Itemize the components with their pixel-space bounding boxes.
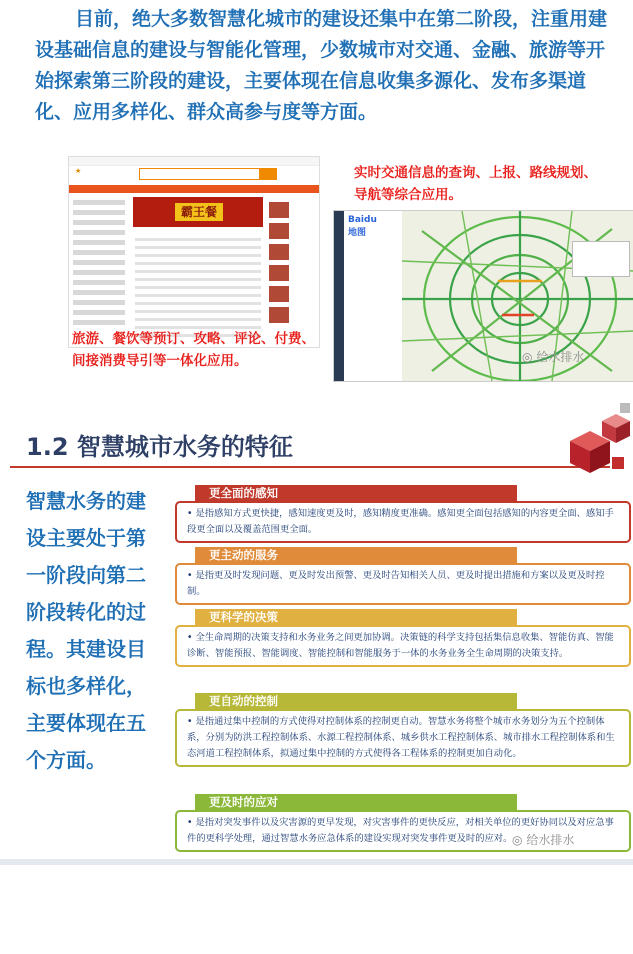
wechat-watermark-bottom xyxy=(512,831,574,848)
site-search-box xyxy=(139,168,261,180)
traffic-map xyxy=(402,211,633,381)
slide-smart-city-stages xyxy=(0,0,633,385)
decorative-cubes-icon xyxy=(560,401,633,481)
feature-card-decision xyxy=(175,609,631,667)
feature-card-title: 更全面的感知 xyxy=(195,485,517,501)
site-search-button xyxy=(259,168,277,180)
wechat-icon: ◎ xyxy=(522,350,533,364)
map-info-popup xyxy=(572,241,630,277)
intro-paragraph xyxy=(35,4,620,128)
feature-card-text: • 是指对突发事件以及灾害源的更早发现，对灾害事件的更快反应，对相关单位的更好协同以及对应急事件的更科学处理，通过智慧水务应急体系的建设实现对突发事件更及时的应对。 xyxy=(175,810,631,852)
site-topbar xyxy=(69,157,319,166)
feature-card-control xyxy=(175,693,631,767)
bottom-divider xyxy=(0,859,633,865)
title-underline xyxy=(10,466,610,468)
section-summary: 智慧水务的建设主要处于第一阶段向第二阶段转化的过程。其建设目标也多样化，主要体现在五个方面。 xyxy=(26,489,146,772)
promo-banner-text: 霸王餐 xyxy=(175,203,223,221)
caption-travel-line2: 间接消费导引等一体化应用。 xyxy=(72,353,248,369)
caption-traffic-line2: 导航等综合应用。 xyxy=(354,187,462,203)
map-left-rail xyxy=(334,211,344,381)
map-brand-logo: Baidu 地图 xyxy=(348,215,377,238)
site-listing-grid xyxy=(133,233,263,343)
feature-card-perception xyxy=(175,485,631,543)
watermark-label-top: 给水排水 xyxy=(536,350,585,364)
site-thumbnails xyxy=(267,197,315,337)
watermark-label-bottom: 给水排水 xyxy=(526,833,575,847)
wechat-icon: ◎ xyxy=(512,833,523,847)
feature-card-title: 更自动的控制 xyxy=(195,693,517,709)
feature-card-text: • 全生命周期的决策支持和水务业务之间更加协调。决策链的科学支持包括集信息收集、智能仿真、智能诊断、智能预报、智能调度、智能控制和智能服务于一体的水务业务全生命周期的决策支持。 xyxy=(175,625,631,667)
site-nav-bar xyxy=(69,185,319,193)
feature-card-service xyxy=(175,547,631,605)
travel-site-screenshot xyxy=(68,156,320,348)
feature-card-text: • 是指通过集中控制的方式使得对控制体系的控制更自动。智慧水务将整个城市水务划分为五个控制体系，分别为防洪工程控制体系、水源工程控制体系、城乡供水工程控制体系、城市排水工程控制体系和生态河道工程控制体系，拟通过集中控制的方式使得各工程体系的控制更加自动化。 xyxy=(175,709,631,767)
slide-smart-water-features xyxy=(0,391,633,859)
caption-travel-apps xyxy=(72,328,332,372)
caption-traffic-line1: 实时交通信息的查询、上报、路线规划、 xyxy=(354,165,597,181)
feature-card-title: 更及时的应对 xyxy=(195,794,517,810)
site-category-list xyxy=(69,195,129,345)
feature-card-title: 更科学的决策 xyxy=(195,609,517,625)
caption-travel-line1: 旅游、餐饮等预订、攻略、评论、付费、 xyxy=(72,331,315,347)
intro-text: 目前，绝大多数智慧化城市的建设还集中在第二阶段，注重用建设基础信息的建设与智能化管理，少数城市对交通、金融、旅游等开始探索第三阶段的建设，主要体现在信息收集多源化、发布多渠道化、应用多样化、群众高参与度等方面。 xyxy=(35,8,608,123)
traffic-map-screenshot xyxy=(333,210,633,382)
site-promo-banner xyxy=(133,197,263,227)
feature-card-text: • 是指感知方式更快捷，感知速度更及时，感知精度更准确。感知更全面包括感知的内容更全面、感知手段更全面以及覆盖范围更全面。 xyxy=(175,501,631,543)
site-logo: ★ xyxy=(75,167,82,175)
feature-card-title: 更主动的服务 xyxy=(195,547,517,563)
section-title: 1.2 智慧城市水务的特征 xyxy=(26,433,293,461)
feature-card-text: • 是指更及时发现问题、更及时发出预警、更及时告知相关人员、更及时提出措施和方案以及更及时控制。 xyxy=(175,563,631,605)
wechat-watermark-top xyxy=(522,348,584,365)
caption-traffic-apps xyxy=(354,162,614,206)
